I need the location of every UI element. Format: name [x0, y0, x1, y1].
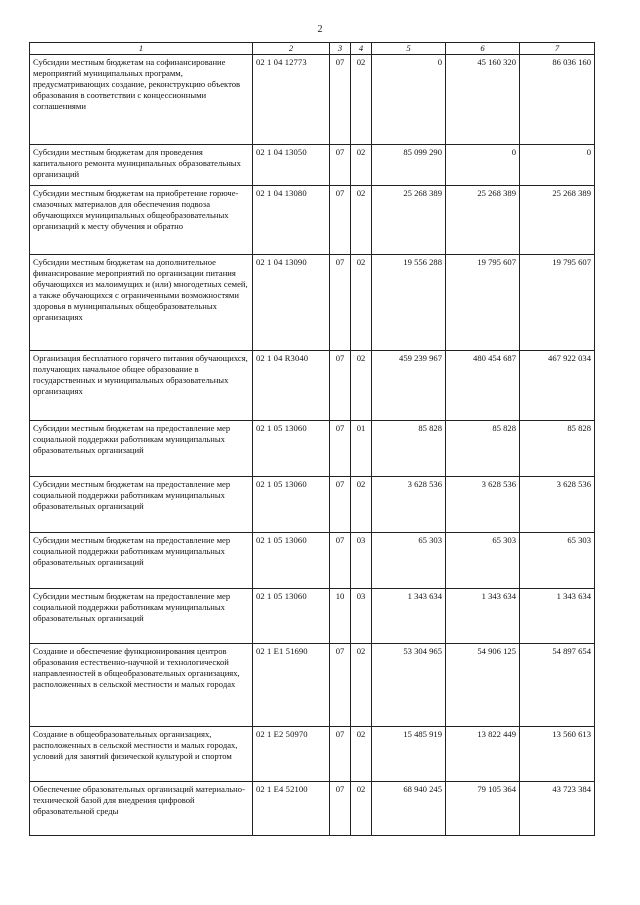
row-amount-2: 85 828	[446, 421, 520, 477]
row-name: Субсидии местным бюджетам на дополнительное финансирование мероприятий по организации питания обучающихся из малоимущих и (или) многодетных семей, а также обучающихся с ограниченными возможностями здоровья в муниципальных общеобразовательных организациях	[30, 255, 253, 351]
column-header: 6	[446, 43, 520, 55]
row-section: 07	[330, 351, 351, 421]
row-section: 07	[330, 186, 351, 255]
row-code: 02 1 05 13060	[253, 589, 330, 644]
row-code: 02 1 04 12773	[253, 55, 330, 145]
row-amount-2: 0	[446, 145, 520, 186]
table-row	[30, 145, 595, 186]
budget-table	[29, 42, 595, 836]
row-section: 07	[330, 55, 351, 145]
row-name: Субсидии местным бюджетам на предоставление мер социальной поддержки работникам муниципальных образовательных организаций	[30, 533, 253, 589]
row-section: 07	[330, 644, 351, 727]
row-amount-2: 25 268 389	[446, 186, 520, 255]
row-subsection: 02	[351, 727, 372, 782]
row-amount-3: 86 036 160	[520, 55, 595, 145]
row-amount-2: 480 454 687	[446, 351, 520, 421]
row-amount-2: 3 628 536	[446, 477, 520, 533]
row-code: 02 1 05 13060	[253, 421, 330, 477]
row-name: Субсидии местным бюджетам на приобретение горюче-смазочных материалов для обеспечения подвоза обучающихся муниципальных общеобразовательных организаций к месту обучения и обратно	[30, 186, 253, 255]
row-amount-1: 19 556 288	[372, 255, 446, 351]
row-amount-3: 54 897 654	[520, 644, 595, 727]
row-amount-3: 13 560 613	[520, 727, 595, 782]
table-row	[30, 477, 595, 533]
row-section: 07	[330, 421, 351, 477]
row-amount-1: 65 303	[372, 533, 446, 589]
page-number: 2	[317, 24, 323, 35]
table-row	[30, 782, 595, 836]
row-subsection: 02	[351, 55, 372, 145]
row-amount-3: 19 795 607	[520, 255, 595, 351]
column-header: 1	[30, 43, 253, 55]
row-subsection: 01	[351, 421, 372, 477]
row-amount-3: 43 723 384	[520, 782, 595, 836]
table-row	[30, 351, 595, 421]
column-number-row	[30, 43, 595, 55]
row-subsection: 03	[351, 589, 372, 644]
row-amount-1: 25 268 389	[372, 186, 446, 255]
row-amount-3: 1 343 634	[520, 589, 595, 644]
row-amount-3: 3 628 536	[520, 477, 595, 533]
row-amount-3: 85 828	[520, 421, 595, 477]
row-name: Субсидии местным бюджетам на предоставление мер социальной поддержки работникам муниципальных образовательных организаций	[30, 421, 253, 477]
row-amount-2: 13 822 449	[446, 727, 520, 782]
row-amount-1: 3 628 536	[372, 477, 446, 533]
column-header: 7	[520, 43, 595, 55]
row-subsection: 02	[351, 351, 372, 421]
table-row	[30, 727, 595, 782]
row-name: Субсидии местным бюджетам для проведения капитального ремонта муниципальных образовательных организаций	[30, 145, 253, 186]
row-subsection: 02	[351, 255, 372, 351]
row-code: 02 1 04 13080	[253, 186, 330, 255]
row-section: 07	[330, 533, 351, 589]
row-amount-2: 79 105 364	[446, 782, 520, 836]
row-amount-2: 45 160 320	[446, 55, 520, 145]
table-row	[30, 186, 595, 255]
row-subsection: 03	[351, 533, 372, 589]
row-amount-1: 1 343 634	[372, 589, 446, 644]
row-name: Создание и обеспечение функционирования центров образования естественно-научной и технологической направленностей в общеобразовательных организациях, расположенных в сельской местности и малых городах	[30, 644, 253, 727]
row-amount-2: 54 906 125	[446, 644, 520, 727]
row-amount-1: 0	[372, 55, 446, 145]
row-subsection: 02	[351, 145, 372, 186]
row-amount-2: 1 343 634	[446, 589, 520, 644]
column-header: 3	[330, 43, 351, 55]
table-row	[30, 589, 595, 644]
row-code: 02 1 E2 50970	[253, 727, 330, 782]
column-header: 4	[351, 43, 372, 55]
row-amount-1: 85 099 290	[372, 145, 446, 186]
table-row	[30, 255, 595, 351]
row-subsection: 02	[351, 644, 372, 727]
row-name: Субсидии местным бюджетам на предоставление мер социальной поддержки работникам муниципальных образовательных организаций	[30, 589, 253, 644]
row-subsection: 02	[351, 477, 372, 533]
row-name: Субсидии местным бюджетам на предоставление мер социальной поддержки работникам муниципальных образовательных организаций	[30, 477, 253, 533]
row-code: 02 1 E1 51690	[253, 644, 330, 727]
row-amount-1: 85 828	[372, 421, 446, 477]
row-amount-1: 15 485 919	[372, 727, 446, 782]
row-section: 07	[330, 145, 351, 186]
row-amount-1: 68 940 245	[372, 782, 446, 836]
row-section: 10	[330, 589, 351, 644]
row-amount-3: 0	[520, 145, 595, 186]
table-row	[30, 55, 595, 145]
row-amount-3: 467 922 034	[520, 351, 595, 421]
column-header: 5	[372, 43, 446, 55]
row-code: 02 1 E4 52100	[253, 782, 330, 836]
row-section: 07	[330, 782, 351, 836]
table-row	[30, 533, 595, 589]
row-subsection: 02	[351, 782, 372, 836]
row-section: 07	[330, 477, 351, 533]
row-name: Организация бесплатного горячего питания обучающихся, получающих начальное общее образование в государственных и муниципальных образовательных организациях	[30, 351, 253, 421]
row-section: 07	[330, 255, 351, 351]
row-amount-1: 53 304 965	[372, 644, 446, 727]
row-amount-3: 65 303	[520, 533, 595, 589]
row-subsection: 02	[351, 186, 372, 255]
row-amount-3: 25 268 389	[520, 186, 595, 255]
table-row	[30, 644, 595, 727]
table-row	[30, 421, 595, 477]
column-header: 2	[253, 43, 330, 55]
row-amount-2: 19 795 607	[446, 255, 520, 351]
row-name: Обеспечение образовательных организаций материально-технической базой для внедрения цифровой образовательной среды	[30, 782, 253, 836]
row-code: 02 1 05 13060	[253, 477, 330, 533]
row-code: 02 1 04 R3040	[253, 351, 330, 421]
row-code: 02 1 04 13050	[253, 145, 330, 186]
row-amount-2: 65 303	[446, 533, 520, 589]
row-name: Субсидии местным бюджетам на софинансирование мероприятий муниципальных программ, предусматривающих создание, реконструкцию объектов образования в соответствии с концессионными соглашениями	[30, 55, 253, 145]
row-section: 07	[330, 727, 351, 782]
row-amount-1: 459 239 967	[372, 351, 446, 421]
row-code: 02 1 04 13090	[253, 255, 330, 351]
row-code: 02 1 05 13060	[253, 533, 330, 589]
row-name: Создание в общеобразовательных организациях, расположенных в сельской местности и малых городах, условий для занятий физической культурой и спортом	[30, 727, 253, 782]
